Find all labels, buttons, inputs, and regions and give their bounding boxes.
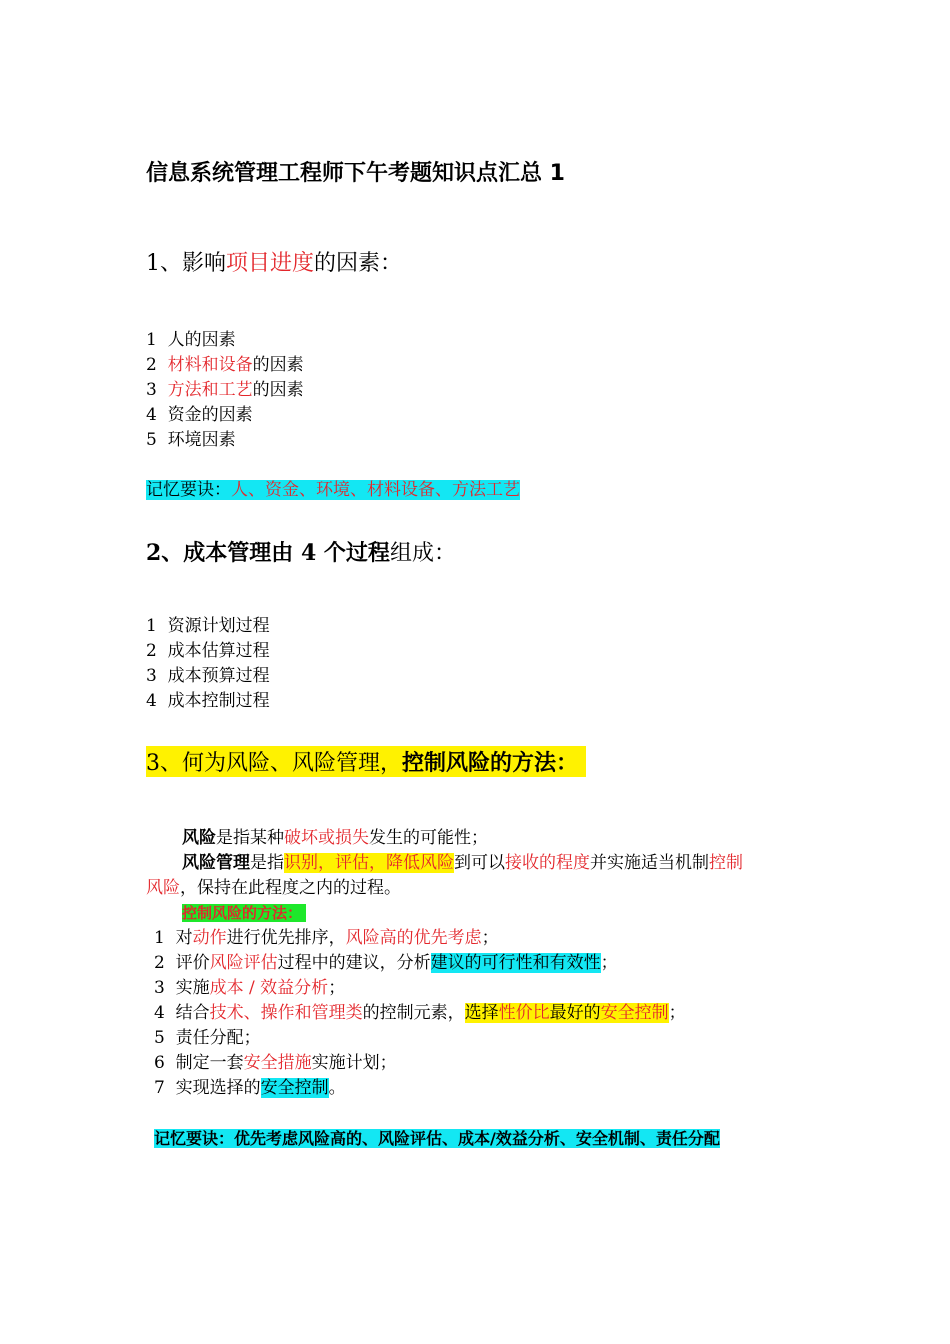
section-2-heading: 2、成本管理由 4 个过程组成：: [146, 540, 456, 566]
memo-line: 记忆要诀：人、资金、环境、材料设备、方法工艺: [146, 480, 520, 500]
heading-highlight: 项目进度: [226, 251, 315, 276]
list-item: 1 人的因素: [146, 330, 236, 350]
method-item: 6 制定一套安全措施实施计划；: [154, 1053, 397, 1073]
page-title: 信息系统管理工程师下午考题知识点汇总 1: [146, 161, 565, 186]
method-item: 5 责任分配；: [154, 1028, 261, 1048]
paragraph-risk-management-cont: 风险，保持在此程度之内的过程。: [146, 878, 401, 898]
section-3-heading: 3、何为风险、风险管理，控制风险的方法：: [146, 746, 586, 777]
memo-line-3: 记忆要诀：优先考虑风险高的、风险评估、成本/效益分析、安全机制、责任分配: [154, 1129, 720, 1148]
method-item: 2 评价风险评估过程中的建议，分析建议的可行性和有效性；: [154, 953, 618, 973]
method-item: 4 结合技术、操作和管理类的控制元素，选择性价比最好的安全控制；: [154, 1003, 686, 1023]
section-1-heading: 1、影响项目进度的因素：: [146, 251, 403, 276]
method-item: 3 实施成本 / 效益分析；: [154, 978, 346, 998]
list-item: 4 成本控制过程: [146, 691, 270, 711]
list-item: 3 方法和工艺的因素: [146, 380, 304, 400]
list-item: 2 成本估算过程: [146, 641, 270, 661]
method-item: 1 对动作进行优先排序，风险高的优先考虑；: [154, 928, 499, 948]
list-item: 1 资源计划过程: [146, 616, 270, 636]
list-item: 5 环境因素: [146, 430, 236, 450]
paragraph-risk: 风险是指某种破坏或损失发生的可能性；: [182, 828, 488, 848]
list-item: 4 资金的因素: [146, 405, 253, 425]
list-item: 3 成本预算过程: [146, 666, 270, 686]
paragraph-risk-management: 风险管理是指识别，评估，降低风险到可以接收的程度并实施适当机制控制: [182, 853, 743, 873]
list-item: 2 材料和设备的因素: [146, 355, 304, 375]
method-item: 7 实现选择的安全控制。: [154, 1078, 346, 1098]
methods-label: 控制风险的方法：: [182, 901, 306, 926]
